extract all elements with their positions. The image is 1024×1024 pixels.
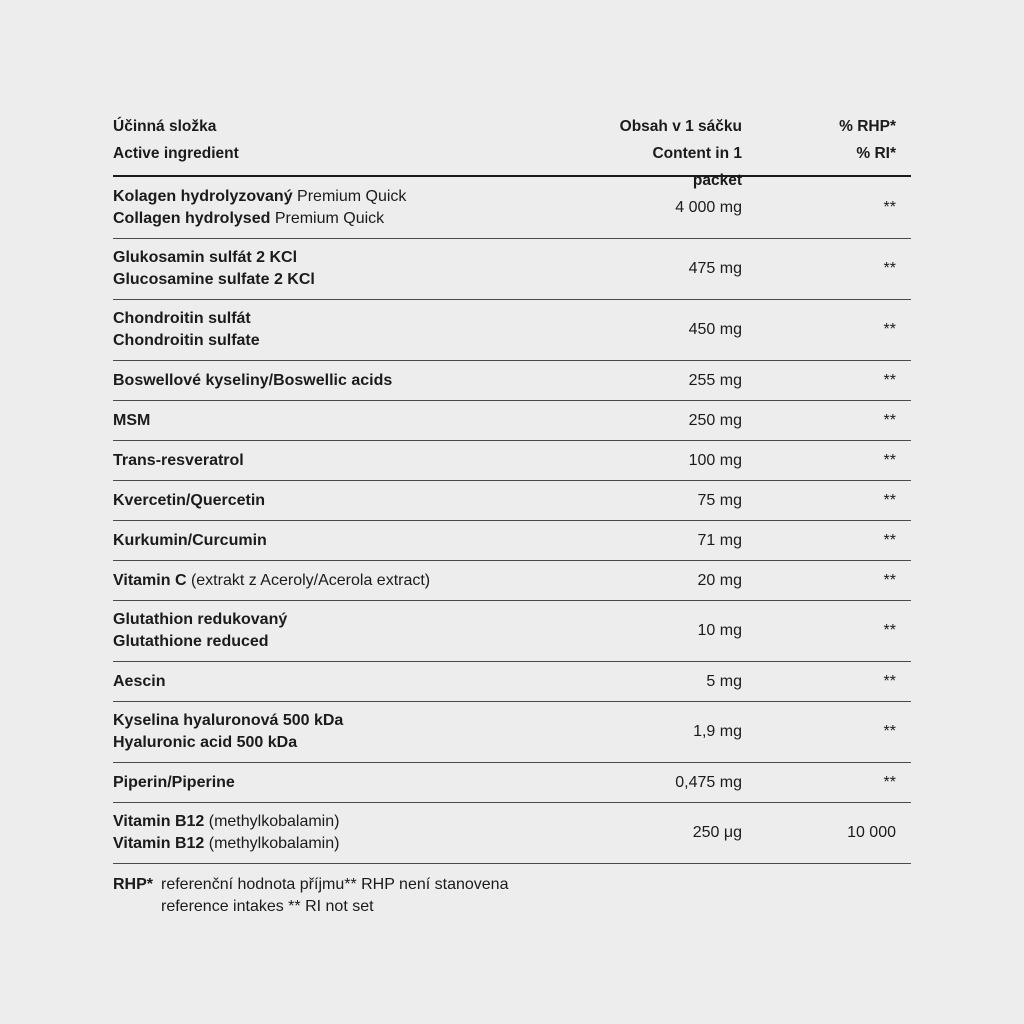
ingredient-name: Glutathione reduced [113,633,269,650]
ingredient-line-en [113,330,613,352]
table-row [113,561,911,601]
ingredient-line-en [113,833,613,855]
ingredient-line-cz [113,490,613,512]
header-col2-cz: Obsah v 1 sáčku [619,118,742,135]
amount-cell: 0,475 mg [675,773,742,791]
table-row [113,177,911,239]
ingredient-name: Aescin [113,672,166,690]
ingredient-name: Hyaluronic acid 500 kDa [113,734,298,751]
amount-cell: 475 mg [688,260,742,277]
ingredient-line-cz [113,710,613,732]
amount-cell: 5 mg [706,672,742,690]
ingredient-line-en [113,732,613,754]
footnote-lead: RHP* [113,876,154,893]
ingredient-detail: (methylkobalamin) [204,835,340,852]
amount-cell: 4 000 mg [675,198,742,216]
ingredient-line-cz [113,772,613,794]
ingredient-name: Chondroitin sulfát [113,310,251,327]
ri-cell: ** [883,531,896,549]
table-row [113,803,911,864]
ingredient-cell [113,490,613,512]
table-body [113,177,911,864]
ingredient-line-cz [113,570,613,592]
ingredient-name: Trans-resveratrol [113,451,244,469]
amount-cell: 100 mg [688,451,742,469]
table-row [113,662,911,702]
ri-cell: ** [883,622,896,639]
ingredient-line-en [113,208,613,230]
footnote [113,874,911,918]
ingredient-line-cz [113,450,613,472]
ingredient-cell [113,671,613,693]
nutrition-table [113,113,911,918]
table-row [113,481,911,521]
ri-cell: ** [883,723,896,740]
table-header [113,113,911,189]
ri-cell: ** [883,773,896,791]
ingredient-name: Piperin/Piperine [113,773,235,791]
ingredient-name: Vitamin B12 [113,813,205,830]
ri-cell: 10 000 [847,824,896,841]
ingredient-name: Kvercetin/Quercetin [113,491,266,509]
ingredient-line-cz [113,308,613,330]
table-row [113,702,911,763]
ingredient-line-cz [113,186,613,208]
ingredient-cell [113,450,613,472]
ingredient-cell [113,811,613,855]
ingredient-cell [113,772,613,794]
ingredient-name: Kyselina hyaluronová 500 kDa [113,712,344,729]
ingredient-cell [113,570,613,592]
table-row [113,300,911,361]
amount-cell: 250 μg [692,824,742,841]
amount-cell: 255 mg [688,371,742,389]
amount-cell: 1,9 mg [693,723,742,740]
ingredient-detail: (extrakt z Aceroly/Acerola extract) [186,571,431,589]
table-row [113,239,911,300]
ingredient-cell [113,530,613,552]
ingredient-cell [113,247,613,291]
ingredient-detail: Premium Quick [292,187,407,205]
ingredient-name: Kolagen hydrolyzovaný [113,187,293,205]
ingredient-line-cz [113,811,613,833]
ingredient-name: Vitamin B12 [113,835,205,852]
ri-cell: ** [883,571,896,589]
ingredient-detail: Premium Quick [270,209,385,227]
ingredient-name: MSM [113,411,151,429]
footnote-line2: reference intakes ** RI not set [161,898,374,915]
amount-cell: 450 mg [688,321,742,338]
ingredient-detail: (methylkobalamin) [204,813,340,830]
amount-cell: 20 mg [697,571,742,589]
ingredient-line-cz [113,410,613,432]
ingredient-name: Glutathion redukovaný [113,611,288,628]
ingredient-name: Collagen hydrolysed [113,209,271,227]
ingredient-cell [113,609,613,653]
ingredient-cell [113,410,613,432]
ingredient-line-cz [113,247,613,269]
ingredient-line-en [113,631,613,653]
ingredient-line-cz [113,530,613,552]
ingredient-cell [113,186,613,230]
ri-cell: ** [883,491,896,509]
table-row [113,521,911,561]
ingredient-name: Boswellové kyseliny/Boswellic acids [113,371,393,389]
ingredient-line-cz [113,370,613,392]
ingredient-name: Kurkumin/Curcumin [113,531,267,549]
amount-cell: 75 mg [697,491,742,509]
table-row [113,763,911,803]
amount-cell: 10 mg [697,622,742,639]
ri-cell: ** [883,371,896,389]
ingredient-cell [113,370,613,392]
header-col1-cz: Účinná složka [113,118,217,135]
ri-cell: ** [883,321,896,338]
table-row [113,401,911,441]
table-row [113,601,911,662]
amount-cell: 71 mg [697,531,742,549]
ingredient-name: Glukosamin sulfát 2 KCl [113,249,298,266]
table-row [113,441,911,481]
ingredient-name: Chondroitin sulfate [113,332,260,349]
amount-cell: 250 mg [688,411,742,429]
ingredient-cell [113,710,613,754]
ingredient-name: Vitamin C [113,571,187,589]
ri-cell: ** [883,198,896,216]
ingredient-cell [113,308,613,352]
ingredient-line-cz [113,609,613,631]
ingredient-line-cz [113,671,613,693]
ingredient-name: Glucosamine sulfate 2 KCl [113,271,315,288]
ri-cell: ** [883,411,896,429]
ri-cell: ** [883,451,896,469]
header-col3-en: % RI* [856,145,896,162]
table-row [113,361,911,401]
ri-cell: ** [883,260,896,277]
ri-cell: ** [883,672,896,690]
header-col2-en: Content in 1 packet [652,145,742,189]
ingredient-line-en [113,269,613,291]
footnote-line1: referenční hodnota příjmu** RHP není stanovena [161,876,509,893]
header-col3-cz: % RHP* [839,118,896,135]
header-col1-en: Active ingredient [113,145,239,162]
